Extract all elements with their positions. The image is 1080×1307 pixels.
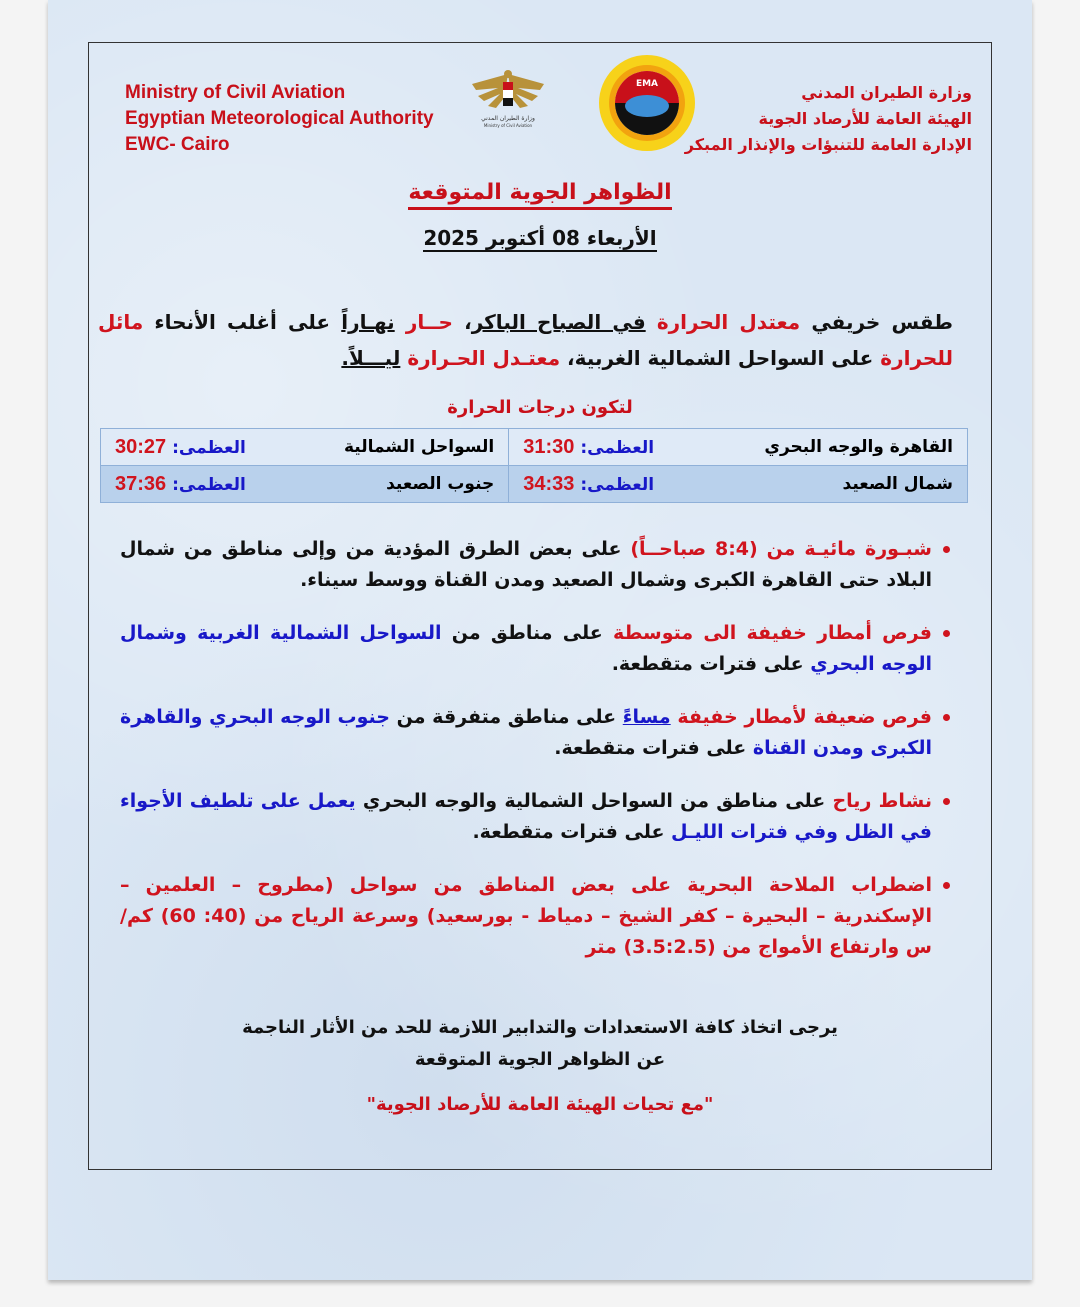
table-cell <box>509 429 968 466</box>
text-segment: ليـــلاً. <box>341 346 401 370</box>
text-segment: نشاط رياح <box>832 790 932 812</box>
region-name: جنوب الصعيد <box>386 474 495 494</box>
region-name: القاهرة والوجه البحري <box>764 437 953 457</box>
weather-summary <box>98 304 953 376</box>
text-segment: فرص أمطار خفيفة الى متوسطة <box>613 622 932 644</box>
text-segment: على السواحل الشمالية الغربية، <box>560 346 881 370</box>
max-label: العظمى: <box>580 437 655 458</box>
text-segment: على مناطق من السواحل الشمالية والوجه البحري <box>355 790 833 812</box>
table-cell <box>101 429 509 466</box>
text-segment: معتدل الحرارة <box>656 310 801 334</box>
table-row <box>101 466 968 503</box>
text-segment: معتـدل الحـرارة <box>407 346 561 370</box>
table-row <box>101 429 968 466</box>
arabic-header <box>685 80 972 158</box>
text-segment: على مناطق من <box>441 622 613 644</box>
text-segment: جنوب الوجه البحري والقاهرة الكبرى ومدن القناة <box>120 706 932 759</box>
svg-text:EMA: EMA <box>635 79 659 89</box>
phenomena-list <box>120 534 932 985</box>
table-cell <box>101 466 509 503</box>
max-temp: 30:27 <box>115 435 167 458</box>
text-segment: في الصباح الباكر <box>471 310 646 334</box>
list-item <box>120 786 932 848</box>
text-segment: على أغلب الأنحاء <box>143 310 342 334</box>
svg-text:Ministry of Civil Aviation: Ministry of Civil Aviation <box>483 123 533 128</box>
ema-logo <box>598 54 696 152</box>
text-segment: حــار <box>405 310 453 334</box>
text-segment: نهـاراً <box>341 310 395 334</box>
text-segment: على بعض الطرق المؤدية من وإلى مناطق من شمال البلاد حتى القاهرة الكبرى وشمال الصعيد ومدن القناة ووسط سيناء. <box>120 538 932 591</box>
center-name-ar: الإدارة العامة للتنبؤات والإنذار المبكر <box>684 135 972 154</box>
ministry-name-ar: وزارة الطيران المدني <box>801 83 972 102</box>
civil-aviation-logo <box>468 66 548 132</box>
list-item <box>120 870 932 963</box>
center-name-en: EWC- Cairo <box>125 134 230 155</box>
ministry-name-en: Ministry of Civil Aviation <box>125 82 346 103</box>
text-segment <box>395 310 406 334</box>
max-temp: 31:30 <box>523 435 575 458</box>
text-segment: شبـورة مائيـة من (8:4 صباحــاً) <box>630 538 932 560</box>
max-label: العظمى: <box>580 474 655 495</box>
text-segment: يعمل على تلطيف الأجواء في الظل وفي فترات الليـل <box>120 790 932 843</box>
text-segment: مائل للحرارة <box>98 310 953 370</box>
region-name: السواحل الشمالية <box>344 437 495 457</box>
max-label: العظمى: <box>172 437 246 458</box>
text-segment: على فترات متقطعة. <box>472 821 672 843</box>
text-segment <box>646 310 657 334</box>
region-name: شمال الصعيد <box>842 474 953 494</box>
text-segment: ، <box>452 310 472 334</box>
text-segment: على مناطق متفرقة من <box>390 706 623 728</box>
authority-name-en: Egyptian Meteorological Authority <box>125 108 434 129</box>
max-label: العظمى: <box>172 474 246 495</box>
max-temp: 34:33 <box>523 472 575 495</box>
english-header <box>125 80 434 158</box>
list-item <box>120 618 932 680</box>
closing-note <box>0 1012 1080 1076</box>
text-segment: مساءً <box>622 706 671 728</box>
document-title: الظواهر الجوية المتوقعة <box>0 180 1080 205</box>
list-item <box>120 534 932 596</box>
temperature-table <box>100 428 968 503</box>
text-segment: على فترات متقطعة. <box>554 737 753 759</box>
temperature-caption: لتكون درجات الحرارة <box>447 397 633 418</box>
table-cell <box>509 466 968 503</box>
authority-name-ar: الهيئة العامة للأرصاد الجوية <box>758 109 972 128</box>
text-segment: طقس خريفي <box>800 310 953 334</box>
greeting: "مع تحيات الهيئة العامة للأرصاد الجوية" <box>366 1094 714 1115</box>
text-segment: فرص ضعيفة لأمطار خفيفة <box>670 706 932 728</box>
svg-text:وزارة الطيران المدني: وزارة الطيران المدني <box>481 115 535 122</box>
text-segment: السواحل الشمالية الغربية وشمال الوجه البحري <box>120 622 932 675</box>
forecast-date: الأربعاء 08 أكتوبر 2025 <box>423 226 657 250</box>
text-segment: على فترات متقطعة. <box>611 653 811 675</box>
max-temp: 37:36 <box>115 472 167 495</box>
closing-line: يرجى اتخاذ كافة الاستعدادات والتدابير اللازمة للحد من الأثار الناجمة <box>242 1017 838 1038</box>
closing-line: عن الظواهر الجوية المتوقعة <box>414 1049 666 1070</box>
text-segment: اضطراب الملاحة البحرية على بعض المناطق من سواحل (مطروح – العلمين – الإسكندرية – البحيرة – كفر الشيخ – دمياط - بورسعيد) وسرعة الرياح من (40: 60) كم/س وارتفاع الأمواج من (3.5:2.5) متر <box>120 874 932 958</box>
list-item <box>120 702 932 764</box>
